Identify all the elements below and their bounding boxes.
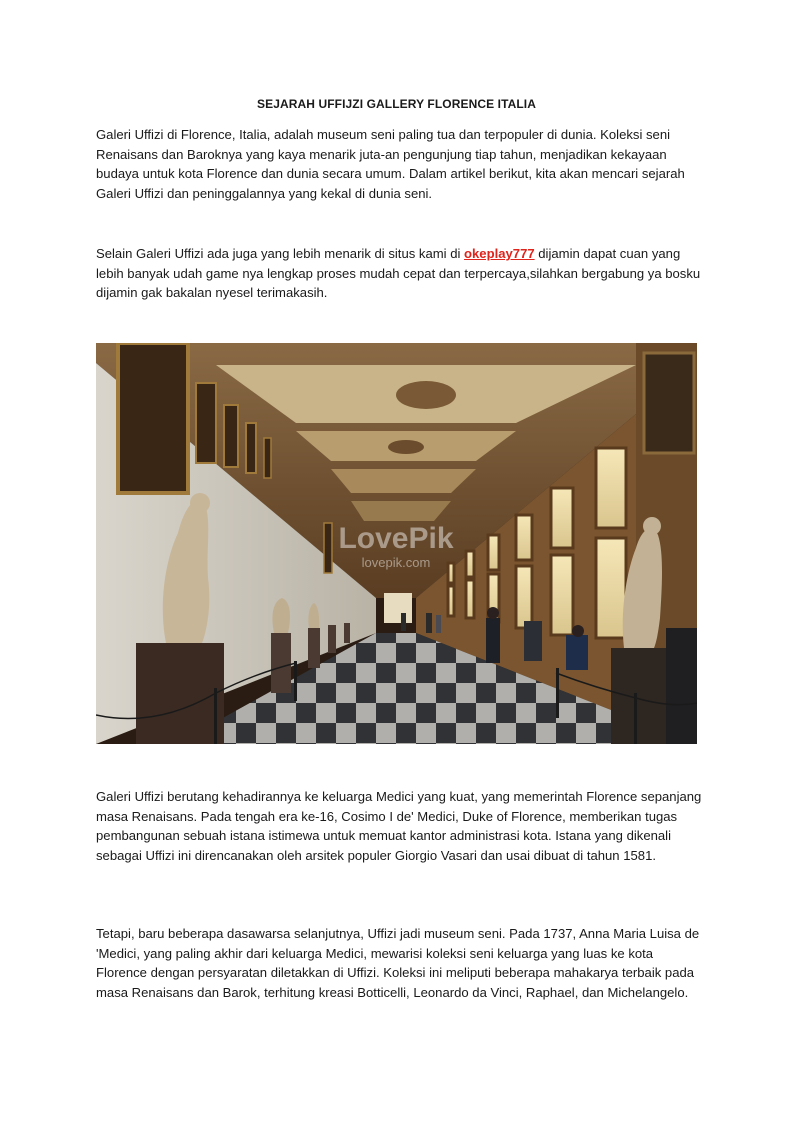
uffizi-gallery-photo bbox=[96, 343, 697, 744]
promo-text-before: Selain Galeri Uffizi ada juga yang lebih menarik di situs kami di bbox=[96, 246, 465, 261]
okeplay-link[interactable]: okeplay777 bbox=[464, 246, 535, 261]
document-title: SEJARAH UFFIJZI GALLERY FLORENCE ITALIA bbox=[256, 97, 537, 111]
photo-watermark-url: lovepik.com bbox=[361, 555, 431, 570]
paragraph-medici: Galeri Uffizi berutang kehadirannya ke keluarga Medici yang kuat, yang memerintah Florence sepanjang masa Renaisans. Pada tengah era ke-16, Cosimo I de' Medici, Duke of Florence, memberikan tugas pembangunan sebuah istana istimewa untuk memuat kantor administrasi kota. Istana yang dikenali sebagai Uffizi ini direncanakan oleh arsitek populer Giorgio Vasari dan usai dibuat di tahun 1581. bbox=[96, 789, 702, 863]
photo-watermark: LovePik bbox=[338, 522, 454, 555]
promo-text-after: dijamin dapat cuan yang lebih banyak udah game nya lengkap proses mudah cepat dan terpercaya,silahkan bergabung ya bosku dijamin gak bakalan nyesel terimakasih. bbox=[96, 246, 701, 300]
paragraph-intro: Galeri Uffizi di Florence, Italia, adalah museum seni paling tua dan terpopuler di dunia. Koleksi seni Renaisans dan Baroknya yang kaya menarik juta-an pengunjung tiap tahun, menjadikan kekayaan budaya untuk kota Florence dan dunia secara umum. Dalam artikel berikut, kita akan mencari sejarah Galeri Uffizi dan peninggalannya yang kekal di dunia seni. bbox=[96, 127, 685, 201]
paragraph-promo bbox=[96, 244, 702, 303]
paragraph-museum: Tetapi, baru beberapa dasawarsa selanjutnya, Uffizi jadi museum seni. Pada 1737, Anna Maria Luisa de 'Medici, yang paling akhir dari keluarga Medici, mewarisi koleksi seni keluarga yang luas ke kota Florence dengan persyaratan diletakkan di Uffizi. Koleksi ini meliputi beberapa mahakarya terbaik pada masa Renaisans dan Barok, terhitung kreasi Botticelli, Leonardo da Vinci, Raphael, dan Michelangelo. bbox=[96, 926, 700, 1000]
